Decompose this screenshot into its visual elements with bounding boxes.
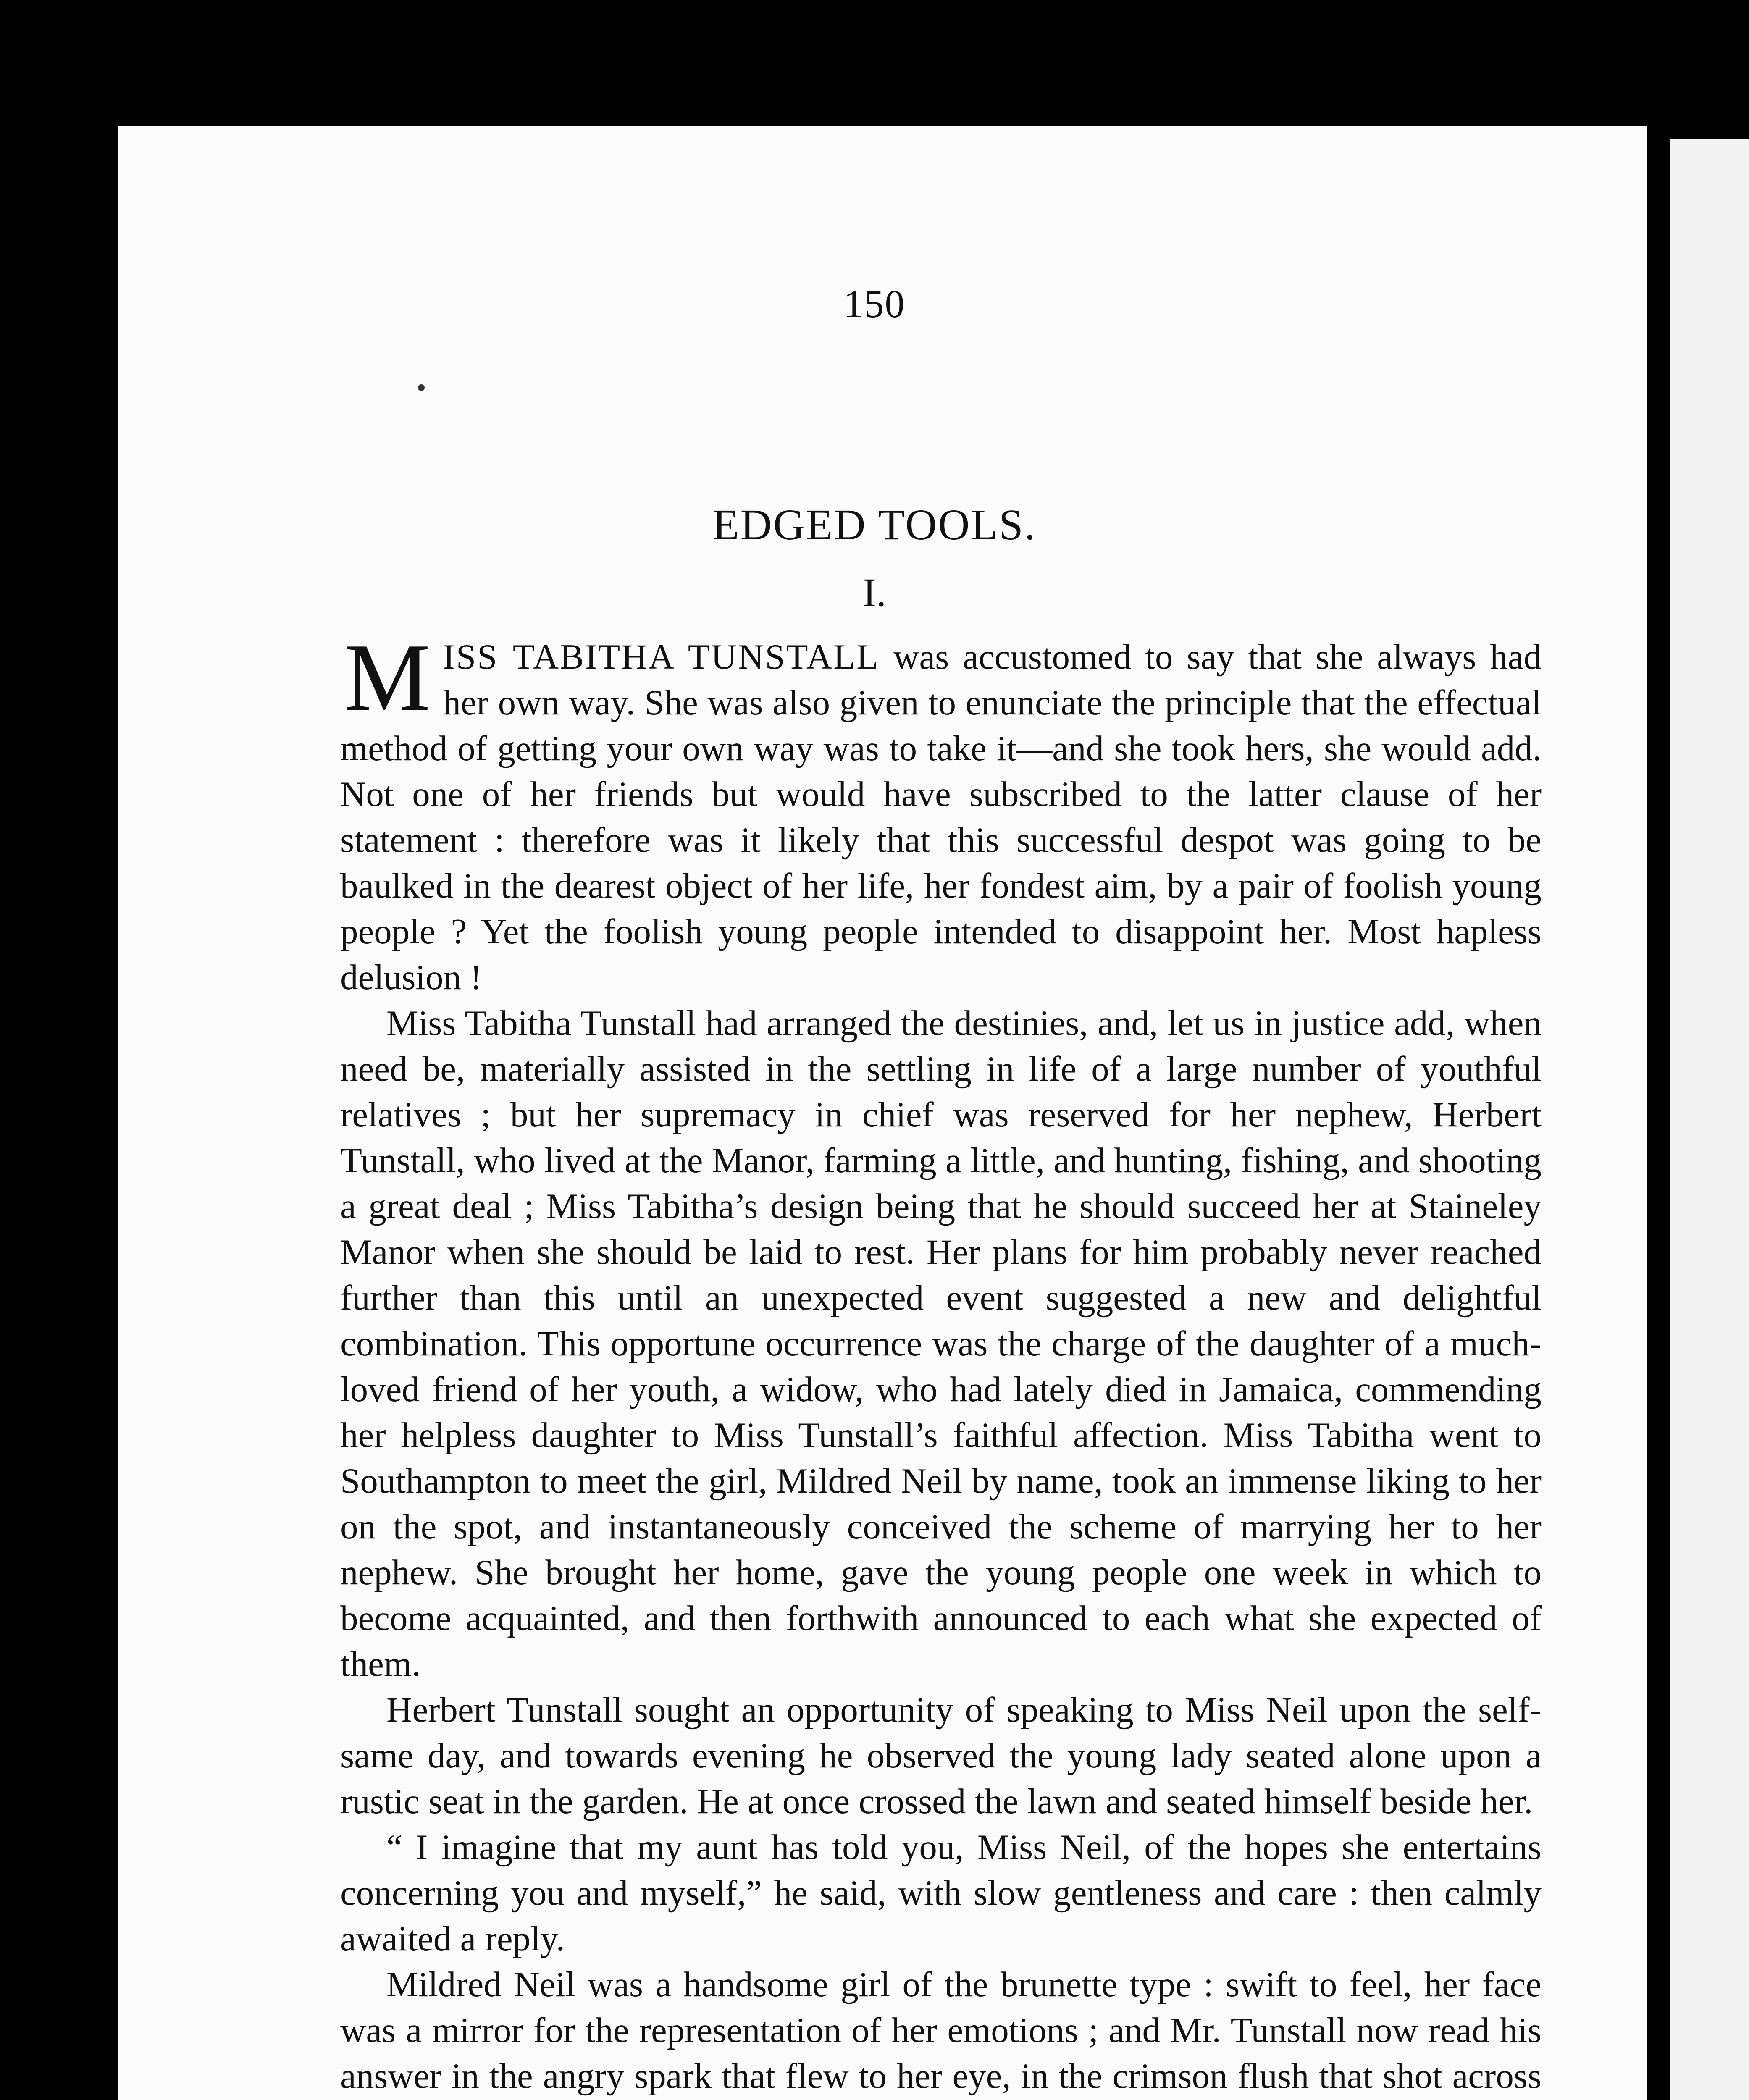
- paragraph-1: [340, 624, 1542, 1000]
- paragraph-2: Miss Tabitha Tunstall had arranged the destinies, and, let us in justice add, when need be, materially assisted in the settling in life of a large number of youthful relatives ; but her supremacy in chief was reserved for her nephew, Herbert Tunstall, who lived at the Manor, farming a little, and hunting, fishing, and shooting a great deal ; Miss Tabitha’s design being that he should succeed her at Staineley Manor when she should be laid to rest. Her plans for him probably never reached further than this until an unexpected event suggested a new and delightful combination. This opportune occurrence was the charge of the daughter of a much-loved friend of her youth, a widow, who had lately died in Jamaica, commending her helpless daughter to Miss Tunstall’s faithful affection. Miss Tabitha went to Southampton to meet the girl, Mildred Neil by name, took an immense liking to her on the spot, and instantaneously conceived the scheme of marrying her to her nephew. She brought her home, gave the young people one week in which to become acquainted, and then forthwith announced to each what she expected of them.: [340, 1003, 1542, 1684]
- paragraph-4: “ I imagine that my aunt has told you, Miss Neil, of the hopes she entertains concerning you and myself,” he said, with slow gentleness and care : then calmly awaited a reply.: [340, 1827, 1542, 1958]
- story-title: EDGED TOOLS.: [712, 501, 1037, 549]
- page-gutter: [1647, 126, 1670, 2100]
- paragraph-5: Mildred Neil was a handsome girl of the brunette type : swift to feel, her face was a mirror for the representation of her emotions ; and Mr. Tunstall now read his answer in the angry spark that flew to her eye, in the crimson flush that shot across: [340, 1965, 1542, 2096]
- chapter-number: I.: [863, 570, 886, 615]
- opening-caps: ISS TABITHA TUNSTALL: [443, 637, 880, 677]
- paper-speck: [418, 384, 425, 391]
- facing-page-edge: [1670, 139, 1749, 2100]
- paragraph-text: was accustomed to say that she always had her own way. She was also given to enunciate the principle that the effectual method of getting your own way was to take it—and she took hers, she would add. Not one of her friends but would have subscribed to the latter clause of her statement : therefore was it likely that this successful despot was going to be baulked in the dearest object of her life, her fondest aim, by a pair of foolish young people ? Yet the foolish young people intended to disappoint her. Most hapless delusion !: [340, 637, 1542, 997]
- body-text: [340, 624, 1542, 2100]
- page-number: 150: [843, 282, 906, 326]
- paragraph-3: Herbert Tunstall sought an opportunity of speaking to Miss Neil upon the self-same day, and towards evening he observed the young lady seated alone upon a rustic seat in the garden. He at once crossed the lawn and seated himself beside her.: [340, 1690, 1542, 1821]
- drop-cap: M: [344, 624, 431, 731]
